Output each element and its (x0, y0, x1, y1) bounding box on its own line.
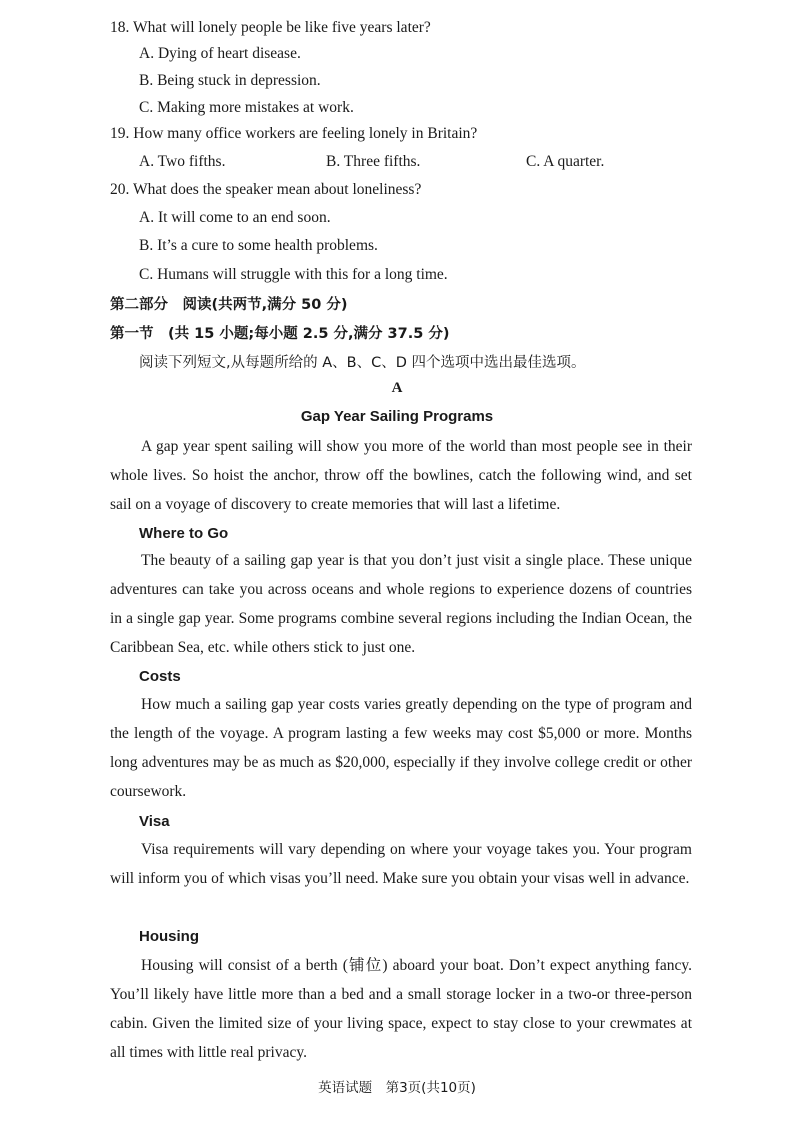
question-19-option-c: C. A quarter. (526, 153, 605, 170)
question-18-stem: 18. What will lonely people be like five years later? (110, 19, 431, 36)
part-two-heading: 第二部分 阅读(共两节,满分 50 分) (110, 297, 348, 313)
section-text-housing: Housing will consist of a berth (铺位) aboard your boat. Don’t expect anything fancy. You’ll likely have little more than a bed and a small storage locker in a two-or three-person cabin. Given the limited size of your living space, expect to stay close to your crewmates at all times with little real privacy. (110, 957, 692, 1061)
question-19-option-b: B. Three fifths. (326, 153, 421, 170)
question-20-option-a: A. It will come to an end soon. (139, 209, 331, 226)
question-20-option-c: C. Humans will struggle with this for a long time. (139, 266, 448, 283)
passage-intro-paragraph: A gap year spent sailing will show you more of the world than most people see in their whole lives. So hoist the anchor, throw off the bowlines, catch the following wind, and set sail on a voyage of discovery to create memories that will last a lifetime. (110, 438, 692, 513)
section-heading-where-to-go: Where to Go (139, 525, 229, 542)
section-heading-visa: Visa (139, 813, 170, 830)
section-heading-housing: Housing (139, 928, 199, 945)
question-18-option-b: B. Being stuck in depression. (139, 72, 321, 89)
question-20-option-b: B. It’s a cure to some health problems. (139, 237, 378, 254)
page-footer: 英语试题 第3页(共10页) (318, 1080, 476, 1096)
question-19-option-a: A. Two fifths. (139, 153, 226, 170)
section-text-visa: Visa requirements will vary depending on where your voyage takes you. Your program will inform you of which visas you’ll need. Make sure you obtain your visas well in advance. (110, 841, 692, 887)
question-18-option-c: C. Making more mistakes at work. (139, 99, 354, 116)
section-one-heading: 第一节 (共 15 小题;每小题 2.5 分,满分 37.5 分) (110, 326, 450, 342)
question-18-option-a: A. Dying of heart disease. (139, 45, 301, 62)
question-20-stem: 20. What does the speaker mean about loneliness? (110, 181, 422, 198)
section-heading-costs: Costs (139, 668, 181, 685)
reading-instruction: 阅读下列短文,从每题所给的 A、B、C、D 四个选项中选出最佳选项。 (139, 355, 586, 371)
section-text-costs: How much a sailing gap year costs varies greatly depending on the type of program and the length of the voyage. A program lasting a few weeks may cost $5,000 or more. Months long adventures may be as much as $20,000, especially if they involve college credit or other coursework. (110, 696, 692, 800)
passage-letter: A (391, 380, 403, 396)
question-19-stem: 19. How many office workers are feeling lonely in Britain? (110, 125, 478, 142)
section-text-where-to-go: The beauty of a sailing gap year is that you don’t just visit a single place. These unique adventures can take you across oceans and whole regions to experience dozens of countries in a single gap year. Some programs combine several regions including the Indian Ocean, the Caribbean Sea, etc. while others stick to just one. (110, 552, 692, 656)
passage-title: Gap Year Sailing Programs (300, 408, 494, 425)
